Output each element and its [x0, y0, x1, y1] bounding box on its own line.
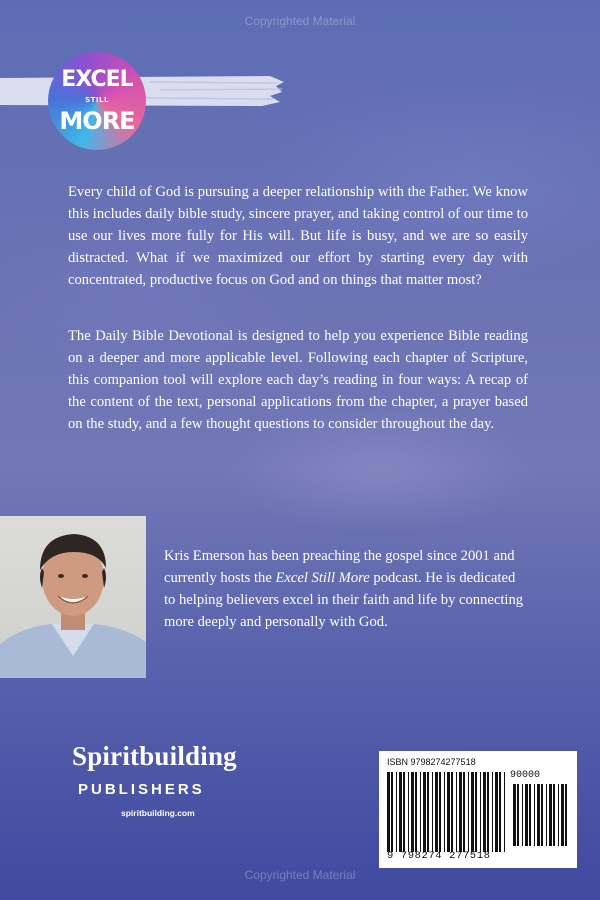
barcode-bar: [525, 784, 528, 846]
description-paragraph-2: The Daily Bible Devotional is designed to help you experience Bible reading on a deeper and more applicable level. Following each chapter of Scripture, this companion tool will explore each day’s reading in four ways: A recap of the content of the text, personal applications from the chapter, a prayer based on the study, and a few thought questions to consider throughout the day.: [68, 328, 528, 432]
author-photo: [0, 516, 146, 678]
barcode-bar: [415, 772, 417, 852]
logo-word-excel: EXCEL: [61, 67, 133, 92]
excel-still-more-logo: [48, 52, 146, 150]
barcode-bar: [435, 772, 438, 852]
barcode-bar: [499, 772, 501, 852]
author-bio: [164, 545, 526, 633]
description-paragraph-1: Every child of God is pursuing a deeper relationship with the Father. We know this includes daily bible study, sincere prayer, and taking control of our time to use our lives more fully for His will. But life is busy, and we are so easily distracted. What if we maximized our effort by starting every day with concentrated, productive focus on God and on things that matter most?: [68, 184, 528, 288]
barcode-bar: [517, 784, 519, 846]
barcode-bar: [492, 772, 493, 852]
barcode-bar: [534, 784, 535, 846]
barcode-bar: [451, 772, 453, 852]
barcode-bar: [487, 772, 489, 852]
barcode-bar: [546, 784, 547, 846]
isbn-label: ISBN 9798274277518: [387, 757, 476, 767]
price-code: 90000: [510, 770, 541, 781]
barcode-bar: [529, 784, 531, 846]
barcode-bar: [427, 772, 429, 852]
podcast-title: Excel Still More: [275, 570, 370, 586]
barcode-bar: [420, 772, 421, 852]
barcode-bar: [483, 772, 486, 852]
barcode-bar: [444, 772, 445, 852]
barcode-bar: [541, 784, 543, 846]
publisher-name: Spiritbuilding: [72, 741, 237, 771]
barcode-bar: [513, 784, 516, 846]
ean-barcode-bars: [387, 772, 507, 852]
barcode-bar: [456, 772, 457, 852]
barcode-bar: [432, 772, 433, 852]
barcode-bar: [549, 784, 552, 846]
publisher-subtitle: PUBLISHERS: [78, 781, 205, 798]
barcode-bar: [396, 772, 397, 852]
barcode-bar: [553, 784, 555, 846]
barcode-bar: [439, 772, 441, 852]
logo-word-still: STILL: [85, 96, 109, 104]
barcode-bar: [411, 772, 414, 852]
barcode-bar: [565, 784, 567, 846]
copyright-watermark-bottom: Copyrighted Material: [244, 868, 356, 882]
isbn-barcode: [379, 751, 577, 868]
barcode-bar: [387, 772, 390, 852]
barcode-bar: [468, 772, 469, 852]
copyright-watermark-top: Copyrighted Material: [244, 14, 356, 28]
barcode-bar: [495, 772, 498, 852]
price-addon-bars: [513, 784, 569, 846]
barcode-bar: [558, 784, 559, 846]
barcode-bar: [423, 772, 426, 852]
author-bio-end: podcast. He is dedicated to helping believers excel in their faith and life by connecting more deeply and personally with God.: [164, 570, 524, 630]
barcode-bar: [447, 772, 450, 852]
barcode-bar: [403, 772, 405, 852]
publisher-url: spiritbuilding.com: [121, 808, 195, 818]
barcode-digits: 9 798274 277518: [387, 850, 491, 862]
barcode-bar: [399, 772, 402, 852]
barcode-bar: [504, 772, 505, 852]
author-bio-start: Kris Emerson has been preaching the gospel since 2001 and currently hosts the: [164, 548, 515, 586]
barcode-bar: [463, 772, 465, 852]
barcode-bar: [480, 772, 481, 852]
barcode-bar: [537, 784, 540, 846]
logo-word-more: MORE: [59, 107, 135, 135]
barcode-bar: [471, 772, 474, 852]
barcode-bar: [522, 784, 523, 846]
barcode-bar: [561, 784, 564, 846]
barcode-bar: [391, 772, 393, 852]
barcode-bar: [475, 772, 477, 852]
barcode-bar: [459, 772, 462, 852]
author-portrait-image: [0, 516, 146, 678]
barcode-bar: [408, 772, 409, 852]
